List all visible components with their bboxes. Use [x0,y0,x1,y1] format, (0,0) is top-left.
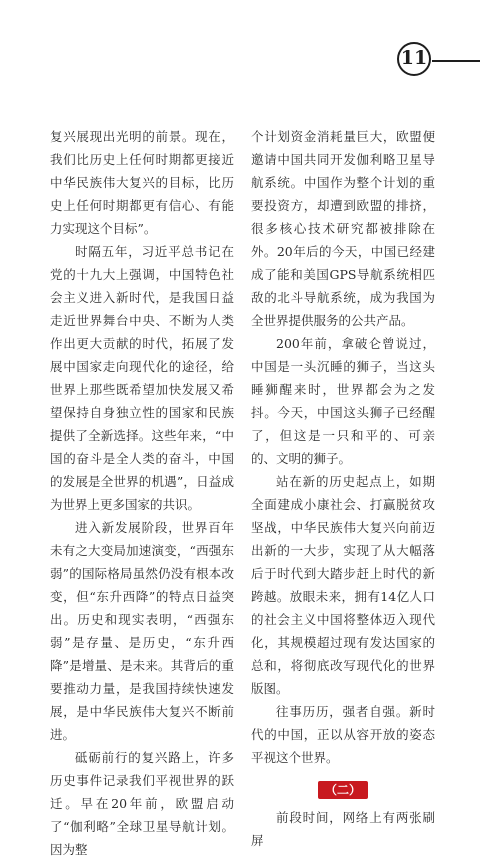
right-column [251,125,435,852]
paragraph: 200年前，拿破仑曾说过，中国是一头沉睡的狮子，当这头睡狮醒来时，世界都会为之发抖。今天，中国这头狮子已经醒了，但这是一只和平的、可亲的、文明的狮子。 [251,336,435,466]
paragraph: 复兴展现出光明的前景。现在，我们比历史上任何时期都更接近中华民族伟大复兴的目标，比历史上任何时期都更有信心、有能力实现这个目标”。 [50,129,234,236]
paragraph: 砥砺前行的复兴路上，许多历史事件记录我们平视世界的跃迁。早在20年前，欧盟启动了“伽利略”全球卫星导航计划。因为整 [50,750,234,857]
paragraph: 往事历历，强者自强。新时代的中国，正以从容开放的姿态平视这个世界。 [251,704,435,765]
paragraph: 站在新的历史起点上，如期全面建成小康社会、打赢脱贫攻坚战，中华民族伟大复兴向前迈出新的一大步，实现了从大幅落后于时代到大踏步赶上时代的新跨越。放眼未来，拥有14亿人口的社会主义中国将整体迈入现代化，其规模超过现有发达国家的总和，将彻底改写现代化的世界版图。 [251,474,435,696]
paragraph: 个计划资金消耗量巨大，欧盟便邀请中国共同开发伽利略卫星导航系统。中国作为整个计划的重要投资方，却遭到欧盟的排挤，很多核心技术研究都被排除在外。20年后的今天，中国已经建成了能和美国GPS导航系统相匹敌的北斗导航系统，成为我国为全世界提供服务的公共产品。 [251,129,435,328]
paragraph: 进入新发展阶段，世界百年未有之大变局加速演变，“西强东弱”的国际格局虽然仍没有根本改变，但“东升西降”的特点日益突出。历史和现实表明，“西强东弱”是存量、是历史，“东升西降”是增量、是未来。其背后的重要推动力量，是我国持续快速发展，是中华民族伟大复兴不断前进。 [50,520,234,742]
page-number: 11 [397,42,431,76]
header-rule [432,60,480,62]
section-heading [251,778,435,798]
section-badge: （二） [318,781,368,799]
paragraph: 前段时间，网络上有两张刷屏 [251,810,435,848]
left-column [50,125,234,861]
paragraph: 时隔五年，习近平总书记在党的十九大上强调，中国特色社会主义进入新时代，是我国日益走近世界舞台中央、不断为人类作出更大贡献的时代，拓展了发展中国家走向现代化的途径，给世界上那些既希望加快发展又希望保持自身独立性的国家和民族提供了全新选择。这些年来，“中国的奋斗是全人类的奋斗，中国的发展是全世界的机遇”，日益成为世界上更多国家的共识。 [50,244,234,512]
